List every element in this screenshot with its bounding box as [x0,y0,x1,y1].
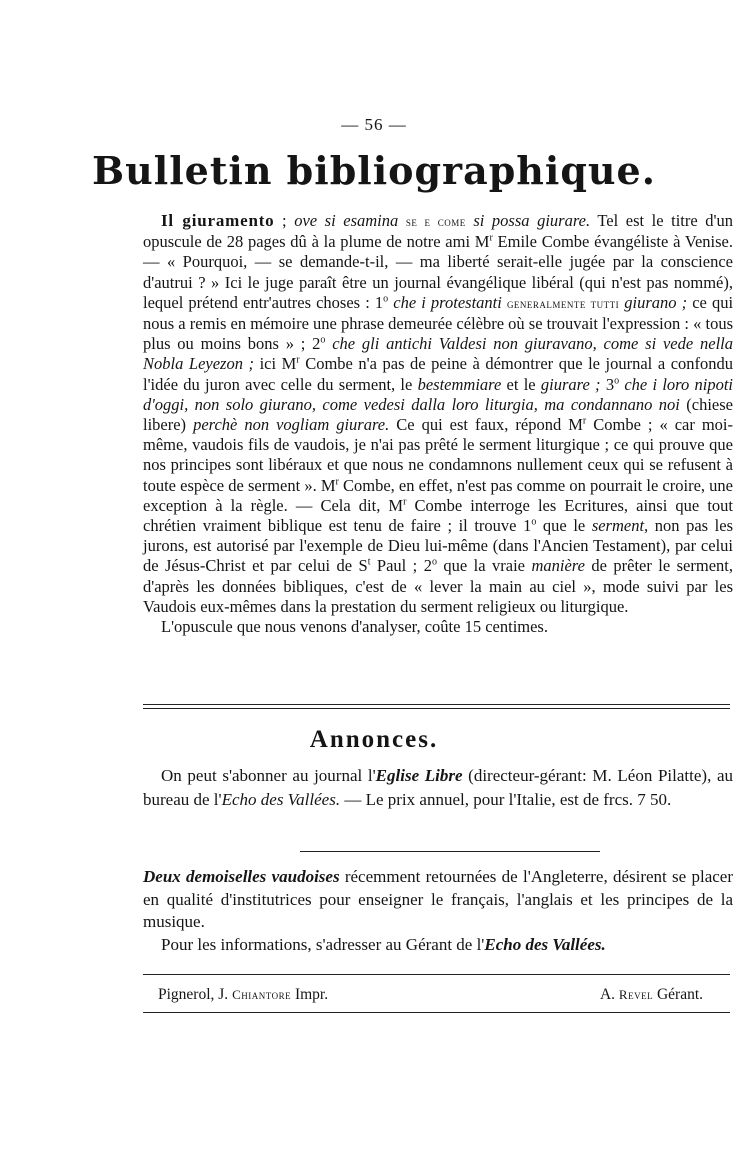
subscription-notice: On peut s'abonner au journal l'Eglise Libre (directeur-gérant: M. Léon Pilatte), au bureau de l'Echo des Vallées. — Le prix annuel, pour l'Italie, est de frcs. 7 50. [143,766,734,809]
governess-notice: Deux demoiselles vaudoises récemment retournées de l'Angleterre, désirent se placer en qualité d'institutrices pour enseigner le français, l'anglais et les principes de la musique. Pour les informations, s'adresser au Gérant de l'Echo des Vallées. [143,867,733,954]
printer-credit: Pignerol, J. Chiantore Impr. [158,986,329,1003]
review-article [143,211,733,637]
section-title: Bulletin bibliographique. [92,148,656,193]
book-title: Il giuramento [161,211,275,230]
article-closing: L'opuscule que nous venons d'analyser, coûte 15 centimes. [161,617,548,637]
imprint-footer [158,986,703,1004]
footer-rule-bottom [143,1012,730,1013]
annonces-heading: Annonces. [309,726,439,753]
section-divider [143,704,730,705]
article-paragraph: Il giuramento ; ove si esamina se e come si possa giurare. Tel est le titre d'un opuscule de 28 pages dû à la plume de notre ami $M^r$ Emile Combe évangéliste à Venise. — « Pourquoi, — se demande-t-il, — ma liberté serait-elle jugée par la conscience d'autrui ? » Ici le juge paraît être un journal évangélique libéral (qui n'est pas nommé), lequel prétend entr'autres choses : 1$^o$ che i protestanti generalmente tutti giurano ; ce qui nous a remis en mémoire une phrase demeurée célèbre où se trouvait l'expression : « tous plus ou moins bons » ; 2$^o$ che gli antichi Valdesi non giuravano, come si vede nella Nobla Leyezon ; ici $M^r$ Combe n'a pas de peine à démontrer que le journal a confondu l'idée du juron avec celle du serment, le bestemmiare et le giurare ; 3$^o$ che i loro nipoti d'oggi, non solo giurano, come vedesi dalla loro liturgia, ma condannano noi (chiese libere) perchè non vogliam giurare. Ce qui est faux, répond $M^r$ Combe ; « car moi-même, vaudois fils de vaudois, je n'ai pas prêté le serment liturgique ; ce qui prouve que nos principes sont libéraux et que nous ne condamnons nullement ceux qui se refusent à toute espèce de serment ». $M^r$ Combe, en effet, n'est pas comme on pourrait le croire, une exception à la règle. — Cela dit, $M^r$ Combe interroge les Ecritures, ainsi que tout chrétien vraiment biblique est tenu de faire ; il trouve 1$^o$ que le serment, non pas les jurons, est autorisé par l'exemple de Dieu lui-même (dans l'Ancien Testament), par celui de Jésus-Christ et par celui de $S^t$ Paul ; 2$^o$ que la vraie manière de prêter le serment, d'après les données bibliques, c'est de « lever la main au ciel », mode suivi par les Vaudois eux-mêmes dans la prestation du serment religieux ou liturgique. [143,211,734,616]
footer-rule-top [143,974,730,975]
manager-credit: A. Revel Gérant. [599,986,703,1003]
notice-divider [300,851,600,852]
section-divider [143,708,730,709]
page-number: — 56 — [341,115,407,134]
